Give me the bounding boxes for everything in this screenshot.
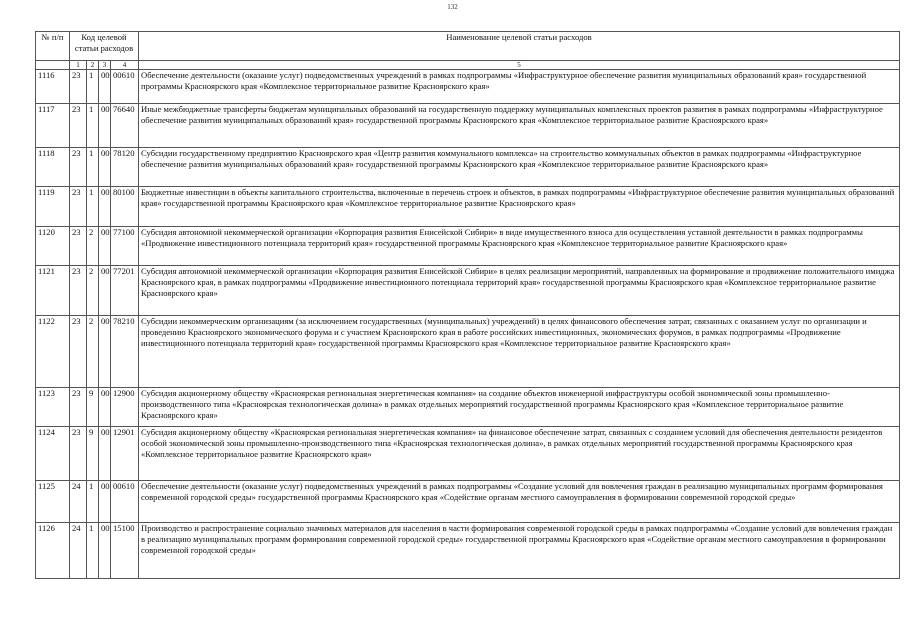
expense-item-name: Бюджетные инвестиции в объекты капитального строительства, включенные в перечень строек и объектов, в рамках подпрограммы «Инфраструктурное обеспечение развития муниципальных образований края» государственной программы Красноярского края «Комплексное территориальное развитие Красноярского края» bbox=[139, 187, 900, 227]
code-part-3: 00 bbox=[99, 227, 111, 266]
column-number-row bbox=[36, 61, 900, 70]
column-number-blank bbox=[36, 61, 70, 70]
table-row bbox=[36, 266, 900, 316]
code-part-4: 00610 bbox=[111, 481, 139, 523]
code-part-1: 23 bbox=[70, 388, 87, 427]
row-number: 1118 bbox=[36, 148, 70, 187]
code-part-2: 2 bbox=[87, 266, 99, 316]
code-part-3: 00 bbox=[99, 187, 111, 227]
code-part-3: 00 bbox=[99, 523, 111, 579]
header-num: № п/п bbox=[36, 32, 70, 61]
row-number: 1122 bbox=[36, 316, 70, 388]
table-row bbox=[36, 523, 900, 579]
code-part-2: 1 bbox=[87, 104, 99, 148]
code-part-1: 23 bbox=[70, 266, 87, 316]
code-part-3: 00 bbox=[99, 148, 111, 187]
column-number-1: 1 bbox=[70, 61, 87, 70]
row-number: 1116 bbox=[36, 70, 70, 104]
row-number: 1117 bbox=[36, 104, 70, 148]
row-number: 1121 bbox=[36, 266, 70, 316]
code-part-1: 23 bbox=[70, 148, 87, 187]
row-number: 1120 bbox=[36, 227, 70, 266]
table-row bbox=[36, 148, 900, 187]
code-part-2: 1 bbox=[87, 481, 99, 523]
code-part-1: 23 bbox=[70, 187, 87, 227]
row-number: 1126 bbox=[36, 523, 70, 579]
code-part-3: 00 bbox=[99, 104, 111, 148]
code-part-1: 24 bbox=[70, 523, 87, 579]
code-part-3: 00 bbox=[99, 316, 111, 388]
column-number-5: 5 bbox=[139, 61, 900, 70]
code-part-2: 2 bbox=[87, 316, 99, 388]
expense-item-name: Обеспечение деятельности (оказание услуг) подведомственных учреждений в рамках подпрограммы «Инфраструктурное обеспечение развития муниципальных образований края» государственной программы Красноярского края «Комплексное территориальное развитие Красноярского края» bbox=[139, 70, 900, 104]
code-part-2: 1 bbox=[87, 523, 99, 579]
code-part-3: 00 bbox=[99, 70, 111, 104]
row-number: 1125 bbox=[36, 481, 70, 523]
expense-item-name: Субсидии государственному предприятию Красноярского края «Центр развития коммунального комплекса» на строительство коммунальных объектов в рамках подпрограммы «Инфраструктурное обеспечение развития муниципальных образований края» государственной программы Красноярского края «Комплексное территориальное развитие Красноярского края» bbox=[139, 148, 900, 187]
code-part-3: 00 bbox=[99, 266, 111, 316]
header-name: Наименование целевой статьи расходов bbox=[139, 32, 900, 61]
column-number-2: 2 bbox=[87, 61, 99, 70]
code-part-1: 23 bbox=[70, 427, 87, 481]
code-part-1: 23 bbox=[70, 316, 87, 388]
column-number-4: 4 bbox=[111, 61, 139, 70]
row-number: 1123 bbox=[36, 388, 70, 427]
code-part-4: 12901 bbox=[111, 427, 139, 481]
code-part-2: 2 bbox=[87, 227, 99, 266]
code-part-1: 23 bbox=[70, 227, 87, 266]
code-part-4: 12900 bbox=[111, 388, 139, 427]
code-part-1: 24 bbox=[70, 481, 87, 523]
code-part-2: 9 bbox=[87, 427, 99, 481]
table-row bbox=[36, 104, 900, 148]
code-part-3: 00 bbox=[99, 388, 111, 427]
table-row bbox=[36, 316, 900, 388]
code-part-4: 15100 bbox=[111, 523, 139, 579]
budget-table bbox=[35, 31, 900, 579]
code-part-2: 9 bbox=[87, 388, 99, 427]
code-part-4: 77201 bbox=[111, 266, 139, 316]
expense-item-name: Субсидия акционерному обществу «Красноярская региональная энергетическая компания» на финансовое обеспечение затрат, связанных с созданием условий для обеспечения деятельности резидентов особой экономической зоны промышленно-производственного типа «Красноярская технологическая долина», в рамках отдельных мероприятий государственной программы Красноярского края «Комплексное территориальное развитие Красноярского края» bbox=[139, 427, 900, 481]
code-part-4: 78120 bbox=[111, 148, 139, 187]
code-part-2: 1 bbox=[87, 70, 99, 104]
expense-item-name: Иные межбюджетные трансферты бюджетам муниципальных образований на государственную поддержку муниципальных комплексных проектов развития в рамках подпрограммы «Инфраструктурное обеспечение развития муниципальных образований края» государственной программы Красноярского края «Комплексное территориальное развитие Красноярского края» bbox=[139, 104, 900, 148]
code-part-4: 77100 bbox=[111, 227, 139, 266]
row-number: 1119 bbox=[36, 187, 70, 227]
row-number: 1124 bbox=[36, 427, 70, 481]
column-number-3: 3 bbox=[99, 61, 111, 70]
code-part-2: 1 bbox=[87, 187, 99, 227]
code-part-4: 80100 bbox=[111, 187, 139, 227]
code-part-4: 00610 bbox=[111, 70, 139, 104]
expense-item-name: Субсидии некоммерческим организациям (за исключением государственных (муниципальных) учреждений) в целях финансового обеспечения затрат, связанных с оказанием услуг по организации и проведению Красноярского экономического форума и с участием Красноярского края в работе российских инвестиционных, экономических форумов, в рамках подпрограммы «Продвижение инвестиционного потенциала территорий края» государственной программы Красноярского края «Комплексное территориальное развитие Красноярского края» bbox=[139, 316, 900, 388]
expense-item-name: Субсидия акционерному обществу «Красноярская региональная энергетическая компания» на создание объектов инженерной инфраструктуры особой экономической зоны промышленно-производственного типа «Красноярская технологическая долина» в рамках отдельных мероприятий государственной программы Красноярского края «Комплексное территориальное развитие Красноярского края» bbox=[139, 388, 900, 427]
code-part-4: 76640 bbox=[111, 104, 139, 148]
expense-item-name: Обеспечение деятельности (оказание услуг) подведомственных учреждений в рамках подпрограммы «Создание условий для вовлечения граждан в реализацию муниципальных программ формирования современной городской среды» государственной программы Красноярского края «Содействие органам местного самоуправления в формировании современной городской среды» bbox=[139, 481, 900, 523]
expense-item-name: Субсидия автономной некоммерческой организации «Корпорация развития Енисейской Сибири» в виде имущественного взноса для осуществления уставной деятельности в рамках подпрограммы «Продвижение инвестиционного потенциала территорий края» государственной программы Красноярского края «Комплексное территориальное развитие Красноярского края» bbox=[139, 227, 900, 266]
expense-item-name: Производство и распространение социально значимых материалов для населения в части формирования современной городской среды в рамках подпрограммы «Создание условий для вовлечения граждан в реализацию муниципальных программ формирования современной городской среды» государственной программы Красноярского края «Содействие органам местного самоуправления в формировании современной городской среды» bbox=[139, 523, 900, 579]
code-part-1: 23 bbox=[70, 70, 87, 104]
table-row bbox=[36, 388, 900, 427]
table-row bbox=[36, 481, 900, 523]
code-part-1: 23 bbox=[70, 104, 87, 148]
table-row bbox=[36, 227, 900, 266]
page-number: 132 bbox=[447, 3, 458, 11]
code-part-3: 00 bbox=[99, 427, 111, 481]
code-part-3: 00 bbox=[99, 481, 111, 523]
expense-item-name: Субсидия автономной некоммерческой организации «Корпорация развития Енисейской Сибири» в целях реализации мероприятий, направленных на формирование и продвижение положительного имиджа Красноярского края, в рамках подпрограммы «Продвижение инвестиционного потенциала территорий края» государственной программы Красноярского края «Комплексное территориальное развитие Красноярского края» bbox=[139, 266, 900, 316]
code-part-2: 1 bbox=[87, 148, 99, 187]
table-row bbox=[36, 70, 900, 104]
code-part-4: 78210 bbox=[111, 316, 139, 388]
header-code: Код целевой статьи расходов bbox=[70, 32, 139, 61]
table-row bbox=[36, 427, 900, 481]
table-row bbox=[36, 187, 900, 227]
